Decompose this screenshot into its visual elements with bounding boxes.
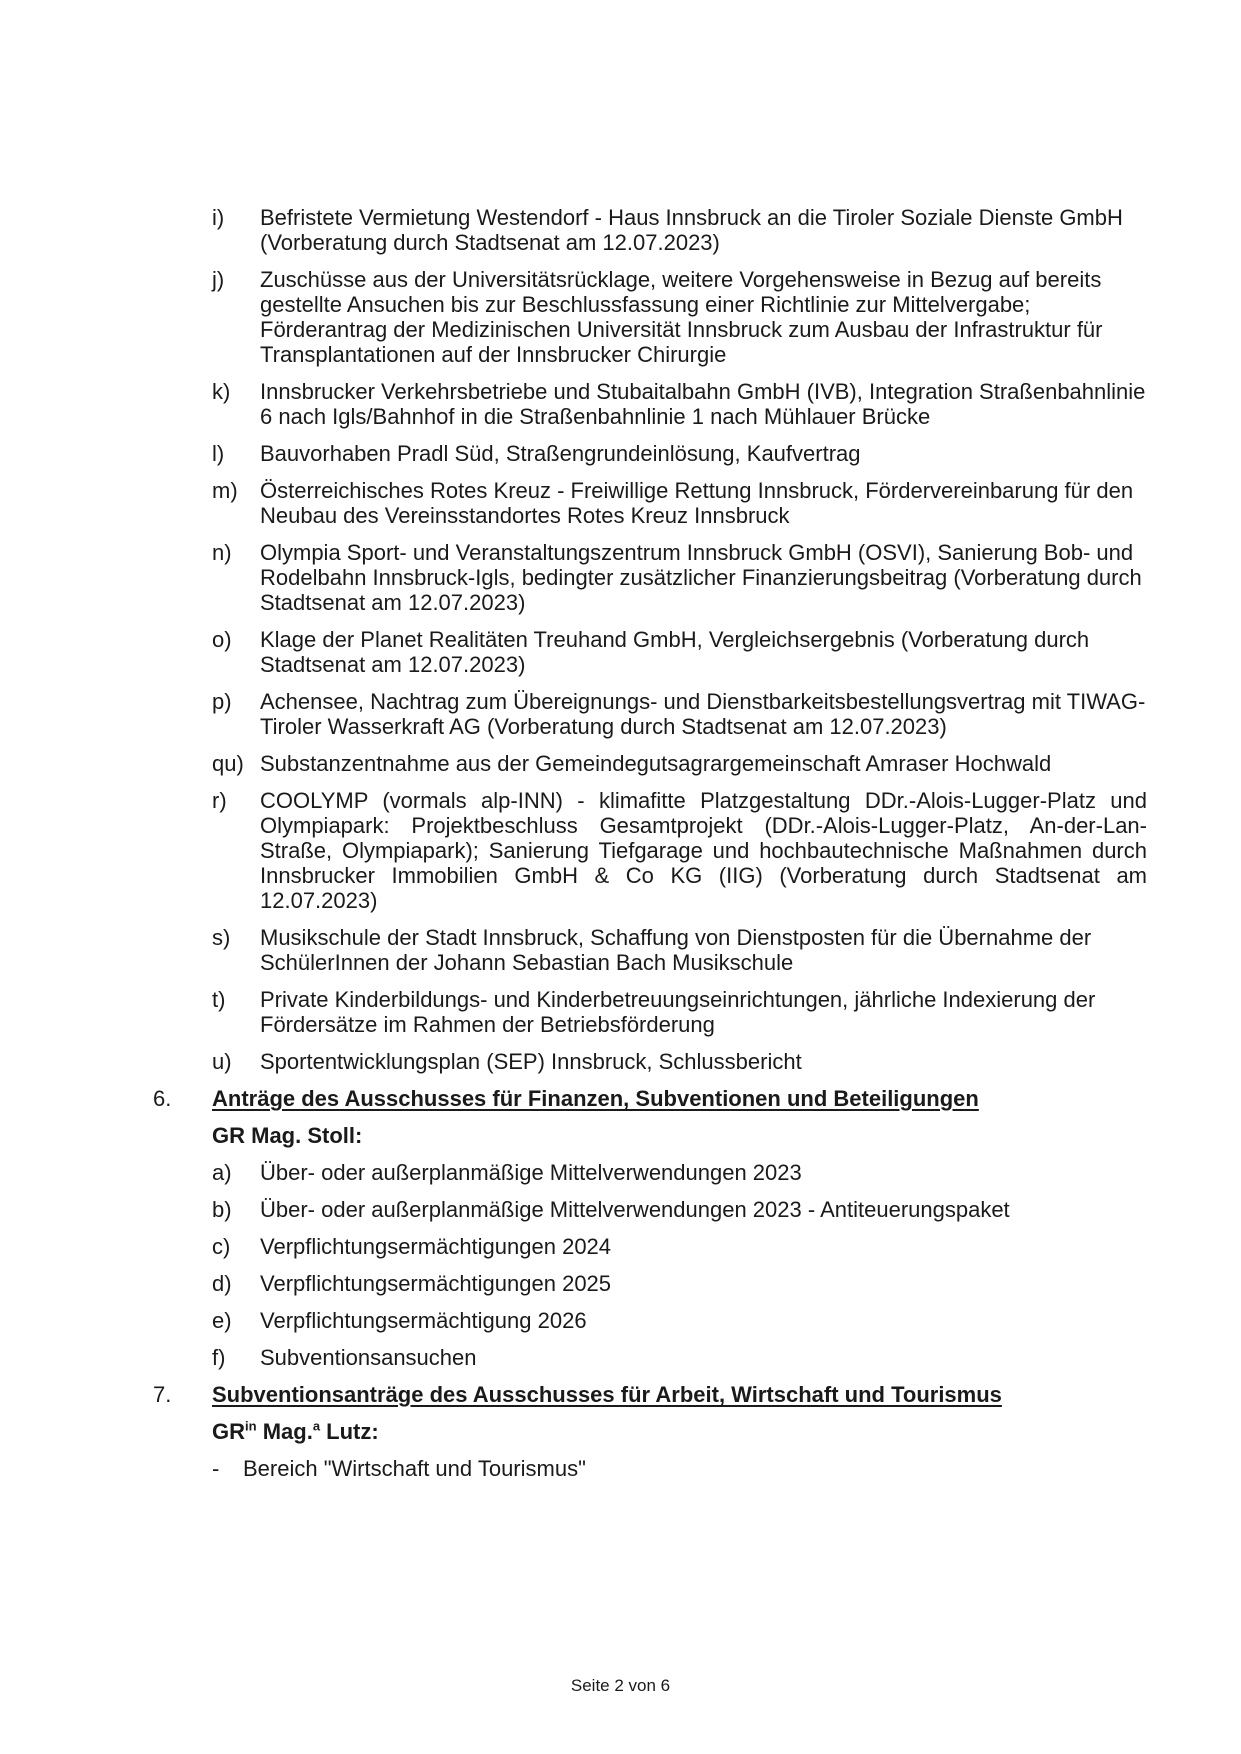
agenda-item — [212, 478, 1147, 528]
agenda-item — [212, 689, 1147, 739]
agenda-list — [153, 205, 1147, 1493]
item-text: Subventionsansuchen — [260, 1345, 477, 1370]
bullet-item — [212, 1456, 1147, 1481]
speaker-title-gr-sup: in — [245, 1418, 257, 1434]
item-text: Klage der Planet Realitäten Treuhand GmbH, Vergleichsergebnis (Vorberatung durch Stadtsenat am 12.07.2023) — [260, 627, 1090, 677]
item-label: p) — [212, 689, 232, 714]
item-text: COOLYMP (vormals alp-INN) - klimafitte Platzgestaltung DDr.-Alois-Lugger-Platz und Olympiapark: Projektbeschluss Gesamtprojekt (DDr.-Alois-Lugger-Platz, An-der-Lan-Straße, Olympiapark); Sanierung Tiefgarage und hochbautechnische Maßnahmen durch Innsbrucker Immobilien GmbH & Co KG (IIG) (Vorberatung durch Stadtsenat am 12.07.2023) — [260, 788, 1147, 913]
item-label: t) — [212, 987, 226, 1012]
item-text: Bauvorhaben Pradl Süd, Straßengrundeinlösung, Kaufvertrag — [260, 441, 861, 466]
agenda-item — [212, 1049, 1147, 1074]
item-label: a) — [212, 1160, 232, 1185]
agenda-item — [212, 379, 1147, 429]
agenda-item — [212, 540, 1147, 615]
agenda-item — [212, 1234, 1147, 1259]
item-label: b) — [212, 1197, 232, 1222]
speaker-title-mag-sup: a — [312, 1418, 321, 1434]
item-text: Zuschüsse aus der Universitätsrücklage, weitere Vorgehensweise in Bezug auf bereits gestellte Ansuchen bis zur Beschlussfassung einer Richtlinie zur Mittelvergabe; Förderantrag der Medizinischen Universität Innsbruck zum Ausbau der Infrastruktur für Transplantationen auf der Innsbrucker Chirurgie — [260, 267, 1103, 367]
agenda-item — [212, 751, 1147, 776]
speaker-name — [212, 1419, 1147, 1444]
section-title: Subventionsanträge des Ausschusses für Arbeit, Wirtschaft und Tourismus — [212, 1382, 1002, 1407]
item-label: c) — [212, 1234, 231, 1259]
item-label: f) — [212, 1345, 226, 1370]
item-text: Österreichisches Rotes Kreuz - Freiwillige Rettung Innsbruck, Fördervereinbarung für den Neubau des Vereinsstandortes Rotes Kreuz Innsbruck — [260, 478, 1134, 528]
section-heading-7 — [153, 1382, 1147, 1407]
item-label: m) — [212, 478, 238, 503]
agenda-item — [212, 788, 1147, 913]
agenda-item — [212, 1160, 1147, 1185]
item-text: Bereich "Wirtschaft und Tourismus" — [243, 1456, 586, 1481]
item-label: o) — [212, 627, 232, 652]
agenda-item — [212, 1197, 1147, 1222]
page-footer: Seite 2 von 6 — [570, 1676, 671, 1695]
item-label: k) — [212, 379, 231, 404]
item-text: Musikschule der Stadt Innsbruck, Schaffung von Dienstposten für die Übernahme der SchülerInnen der Johann Sebastian Bach Musikschule — [260, 925, 1092, 975]
agenda-item — [212, 627, 1147, 677]
item-label: r) — [212, 788, 227, 813]
agenda-item — [212, 205, 1147, 255]
agenda-item — [212, 987, 1147, 1037]
item-label: l) — [212, 441, 225, 466]
section-number: 7. — [153, 1382, 172, 1407]
item-text: Sportentwicklungsplan (SEP) Innsbruck, Schlussbericht — [260, 1049, 802, 1074]
speaker-title-mag: Mag. — [262, 1419, 313, 1444]
item-text: Substanzentnahme aus der Gemeindegutsagrargemeinschaft Amraser Hochwald — [260, 751, 1052, 776]
item-text: Über- oder außerplanmäßige Mittelverwendungen 2023 — [260, 1160, 802, 1185]
speaker-title-gr: GR — [212, 1419, 245, 1444]
agenda-item — [212, 1345, 1147, 1370]
item-text: Verpflichtungsermächtigungen 2024 — [260, 1234, 612, 1259]
bullet-dash: - — [212, 1456, 220, 1481]
agenda-item — [212, 441, 1147, 466]
item-label: u) — [212, 1049, 232, 1074]
item-label: j) — [212, 267, 225, 292]
agenda-item — [212, 267, 1147, 367]
item-text: Verpflichtungsermächtigung 2026 — [260, 1308, 587, 1333]
item-text: Über- oder außerplanmäßige Mittelverwendungen 2023 - Antiteuerungspaket — [260, 1197, 1010, 1222]
item-text: Olympia Sport- und Veranstaltungszentrum Innsbruck GmbH (OSVI), Sanierung Bob- und Rodelbahn Innsbruck-Igls, bedingter zusätzlicher Finanzierungsbeitrag (Vorberatung durch Stadtsenat am 12.07.2023) — [260, 540, 1142, 615]
item-label: i) — [212, 205, 225, 230]
item-label: d) — [212, 1271, 232, 1296]
speaker-surname: Lutz: — [326, 1419, 379, 1444]
item-text: Verpflichtungsermächtigungen 2025 — [260, 1271, 612, 1296]
agenda-item — [212, 1271, 1147, 1296]
item-label: qu) — [212, 751, 244, 776]
item-text: Achensee, Nachtrag zum Übereignungs- und Dienstbarkeitsbestellungsvertrag mit TIWAG-Tiroler Wasserkraft AG (Vorberatung durch Stadtsenat am 12.07.2023) — [260, 689, 1146, 739]
item-text: Innsbrucker Verkehrsbetriebe und Stubaitalbahn GmbH (IVB), Integration Straßenbahnlinie 6 nach Igls/Bahnhof in die Straßenbahnlinie 1 nach Mühlauer Brücke — [260, 379, 1146, 429]
item-text: Befristete Vermietung Westendorf - Haus Innsbruck an die Tiroler Soziale Dienste GmbH (Vorberatung durch Stadtsenat am 12.07.2023) — [260, 205, 1123, 255]
item-label: s) — [212, 925, 231, 950]
item-label: n) — [212, 540, 232, 565]
section-number: 6. — [153, 1086, 172, 1111]
agenda-item — [212, 1308, 1147, 1333]
agenda-item — [212, 925, 1147, 975]
section-title: Anträge des Ausschusses für Finanzen, Subventionen und Beteiligungen — [212, 1086, 979, 1111]
section-heading-6 — [153, 1086, 1147, 1111]
item-label: e) — [212, 1308, 232, 1333]
item-text: Private Kinderbildungs- und Kinderbetreuungseinrichtungen, jährliche Indexierung der Fördersätze im Rahmen der Betriebsförderung — [260, 987, 1096, 1037]
speaker-name: GR Mag. Stoll: — [212, 1123, 363, 1148]
